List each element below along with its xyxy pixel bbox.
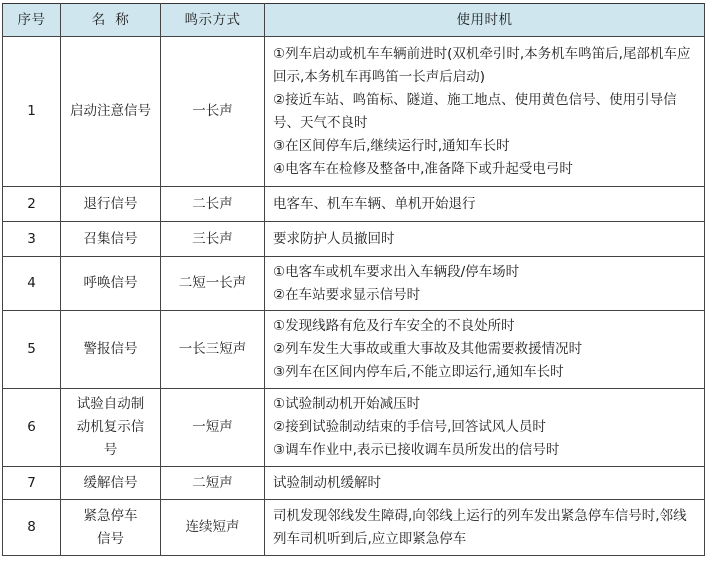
header-no: 序号 [3, 4, 61, 37]
use-line: ③列车在区间内停车后,不能立即运行,通知车长时 [273, 364, 564, 380]
row-name: 启动注意信号 [61, 37, 161, 187]
table-row [3, 467, 705, 500]
row-name: 紧急停车信号 [61, 500, 161, 556]
use-line: ①电客车或机车要求出入车辆段/停车场时 [273, 263, 520, 280]
use-line: 试验制动机缓解时 [273, 474, 381, 491]
table-row [3, 257, 705, 311]
row-mode: 二短声 [161, 467, 265, 500]
row-no: 4 [3, 257, 61, 311]
row-mode: 一短声 [161, 389, 265, 467]
row-mode: 二短一长声 [161, 257, 265, 311]
table-row [3, 222, 705, 257]
row-use [265, 500, 705, 556]
row-use [265, 37, 705, 187]
use-line: ②接近车站、鸣笛标、隧道、施工地点、使用黄色信号、使用引导信号、天气不良时 [273, 91, 677, 131]
use-line: ②在车站要求显示信号时 [273, 286, 421, 303]
use-line: ②列车发生大事故或重大事故及其他需要救援情况时 [273, 341, 583, 357]
row-no: 3 [3, 222, 61, 257]
use-line: 要求防护人员撤回时 [273, 230, 395, 247]
row-mode: 连续短声 [161, 500, 265, 556]
row-use [265, 467, 705, 500]
header-name: 名 称 [61, 4, 161, 37]
header-use: 使用时机 [265, 4, 705, 37]
table-row [3, 500, 705, 556]
row-no: 8 [3, 500, 61, 556]
table-row [3, 389, 705, 467]
use-line: ③在区间停车后,继续运行时,通知车长时 [273, 137, 510, 154]
table-row [3, 311, 705, 389]
use-line: ①列车启动或机车车辆前进时(双机牵引时,本务机车鸣笛后,尾部机车应回示,本务机车再鸣笛一长声后启动) [273, 45, 691, 85]
table-header-row [3, 4, 705, 37]
row-name: 缓解信号 [61, 467, 161, 500]
use-line: ②接到试验制动结束的手信号,回答试风人员时 [273, 419, 546, 435]
row-no: 5 [3, 311, 61, 389]
row-use [265, 187, 705, 222]
row-mode: 二长声 [161, 187, 265, 222]
use-line: ①试验制动机开始减压时 [273, 396, 421, 412]
row-name: 试验自动制动机复示信号 [61, 389, 161, 467]
use-line: ④电客车在检修及整备中,准备降下或升起受电弓时 [273, 160, 573, 177]
row-no: 1 [3, 37, 61, 187]
row-name: 退行信号 [61, 187, 161, 222]
row-use [265, 389, 705, 467]
row-mode: 一长三短声 [161, 311, 265, 389]
row-use [265, 311, 705, 389]
whistle-signal-table [2, 3, 705, 556]
row-use [265, 222, 705, 257]
use-line: 电客车、机车车辆、单机开始退行 [273, 195, 476, 212]
row-no: 2 [3, 187, 61, 222]
row-name: 呼唤信号 [61, 257, 161, 311]
row-mode: 三长声 [161, 222, 265, 257]
row-name: 召集信号 [61, 222, 161, 257]
table-row [3, 187, 705, 222]
use-line: ③调车作业中,表示已接收调车员所发出的信号时 [273, 442, 560, 458]
use-line: 司机发现邻线发生障碍,向邻线上运行的列车发出紧急停车信号时,邻线列车司机听到后,应立即紧急停车 [273, 507, 687, 547]
header-mode: 鸣示方式 [161, 4, 265, 37]
row-use [265, 257, 705, 311]
row-name: 警报信号 [61, 311, 161, 389]
row-no: 6 [3, 389, 61, 467]
row-no: 7 [3, 467, 61, 500]
row-mode: 一长声 [161, 37, 265, 187]
table-row [3, 37, 705, 187]
use-line: ①发现线路有危及行车安全的不良处所时 [273, 318, 515, 334]
